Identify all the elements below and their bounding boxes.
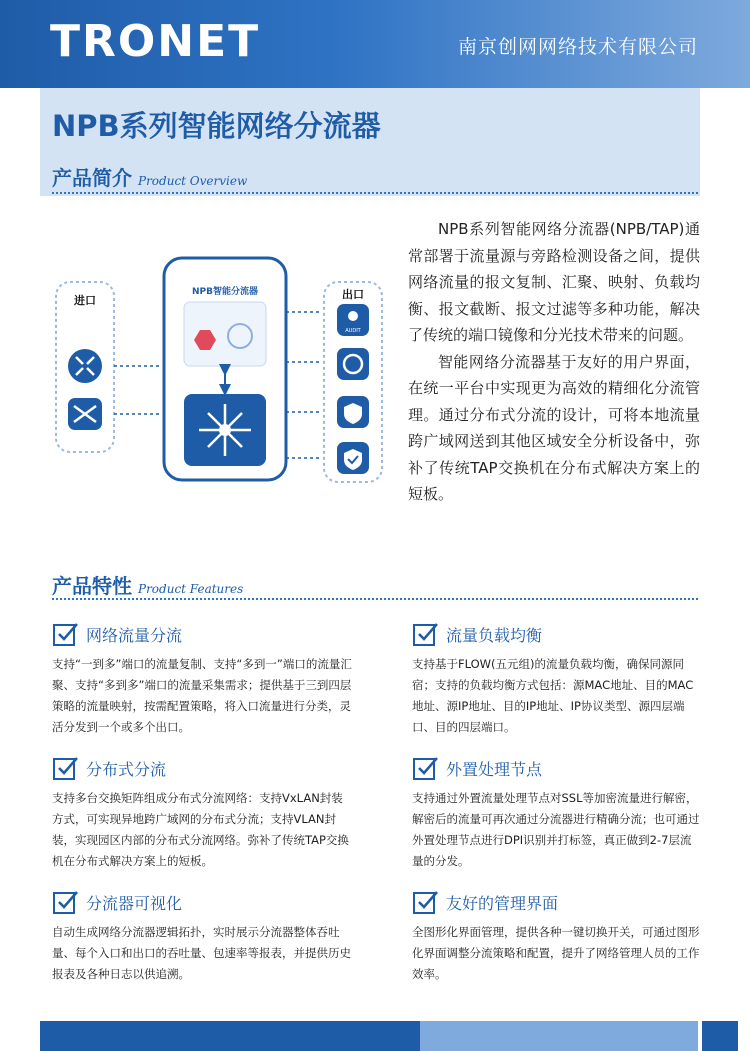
npb-diagram <box>52 252 387 490</box>
header-banner <box>0 0 750 88</box>
overview-paragraph: NPB系列智能网络分流器(NPB/TAP)通常部署于流量源与旁路检测设备之间，提供网络流量的报文复制、汇聚、映射、负载均衡、报文截断、报文过滤等多种功能，解决了传统的端口镜像和分光技术带来的问题。 <box>408 220 700 344</box>
footer-bar <box>702 1021 738 1051</box>
overview-paragraph: 智能网络分流器基于友好的用户界面，在统一平台中实现更为高效的精细化分流管理。通过分布式分流的设计，可将本地流量跨广域网送到其他区域安全分析设备中，弥补了传统TAP交换机在分布式解决方案上的短板。 <box>408 352 700 503</box>
features-heading-en: Product Features <box>138 582 244 596</box>
check-square-icon <box>52 621 80 647</box>
check-square-icon <box>52 889 80 915</box>
output-label: 出口 <box>342 288 364 301</box>
company-name: 南京创网网络技术有限公司 <box>457 36 698 58</box>
analyzer-icon <box>184 302 266 366</box>
feature-item <box>412 754 700 872</box>
feature-item <box>412 620 700 738</box>
feature-title: 分布式分流 <box>86 759 167 779</box>
feature-body: 支持“一到多”端口的流量复制、支持“多到一”端口的流量汇聚、支持“多到多”端口的流量采集需求；提供基于三到四层策略的流量映射，按需配置策略，将入口流量进行分类，灵活分发到一个或多个出口。 <box>52 657 352 734</box>
feature-body: 支持多台交换矩阵组成分布式分流网络：支持VxLAN封装方式，可实现异地跨广域网的分布式分流；支持VLAN封装，实现园区内部的分布式分流网络。弥补了传统TAP交换机在分布式解决方案上的短板。 <box>52 791 349 868</box>
check-square-icon <box>412 889 440 915</box>
feature-item <box>412 888 700 985</box>
center-label: NPB智能分流器 <box>192 287 258 297</box>
overview-heading-zh: 产品简介 <box>52 166 132 190</box>
feature-title: 友好的管理界面 <box>446 893 559 913</box>
feature-item <box>52 754 352 872</box>
check-square-icon <box>52 755 80 781</box>
input-label: 进口 <box>74 294 96 307</box>
divider <box>52 598 698 600</box>
check-square-icon <box>412 755 440 781</box>
divider <box>52 192 698 194</box>
feature-item <box>52 620 352 738</box>
feature-body: 全图形化界面管理，提供各种一键切换开关，可通过图形化界面调整分流策略和配置，提升了网络管理人员的工作效率。 <box>412 925 700 981</box>
feature-title: 分流器可视化 <box>86 893 183 913</box>
feature-title: 网络流量分流 <box>86 625 183 645</box>
overview-text <box>408 216 700 508</box>
feature-body: 自动生成网络分流器逻辑拓扑，实时展示分流器整体吞吐量、每个入口和出口的吞吐量、包速率等报表，并提供历史报表及各种日志以供追溯。 <box>52 925 351 981</box>
footer-bar <box>420 1021 698 1051</box>
features-heading <box>52 570 243 600</box>
features-heading-zh: 产品特性 <box>52 574 132 598</box>
feature-item <box>52 888 352 985</box>
overview-heading <box>52 162 247 192</box>
feature-title: 流量负载均衡 <box>446 625 543 645</box>
check-square-icon <box>412 621 440 647</box>
feature-body: 支持通过外置流量处理节点对SSL等加密流量进行解密，解密后的流量可再次通过分流器进行精确分流；也可通过外置处理节点进行DPI识别并打标签，真正做到2-7层流量的分发。 <box>412 791 700 868</box>
audit-label: AUDIT <box>345 328 361 334</box>
feature-title: 外置处理节点 <box>446 759 543 779</box>
merge-icon <box>68 349 102 383</box>
feature-body: 支持基于FLOW(五元组)的流量负载均衡，确保同源同宿；支持的负载均衡方式包括：源MAC地址、目的MAC地址、源IP地址、目的IP地址、IP协议类型、源四层端口、目的四层端口。 <box>412 657 694 734</box>
page-title: NPB系列智能网络分流器 <box>52 109 381 143</box>
search-icon <box>337 348 369 380</box>
footer-bar <box>40 1021 420 1051</box>
company-logo: TRONET <box>50 16 261 67</box>
overview-heading-en: Product Overview <box>138 174 248 188</box>
